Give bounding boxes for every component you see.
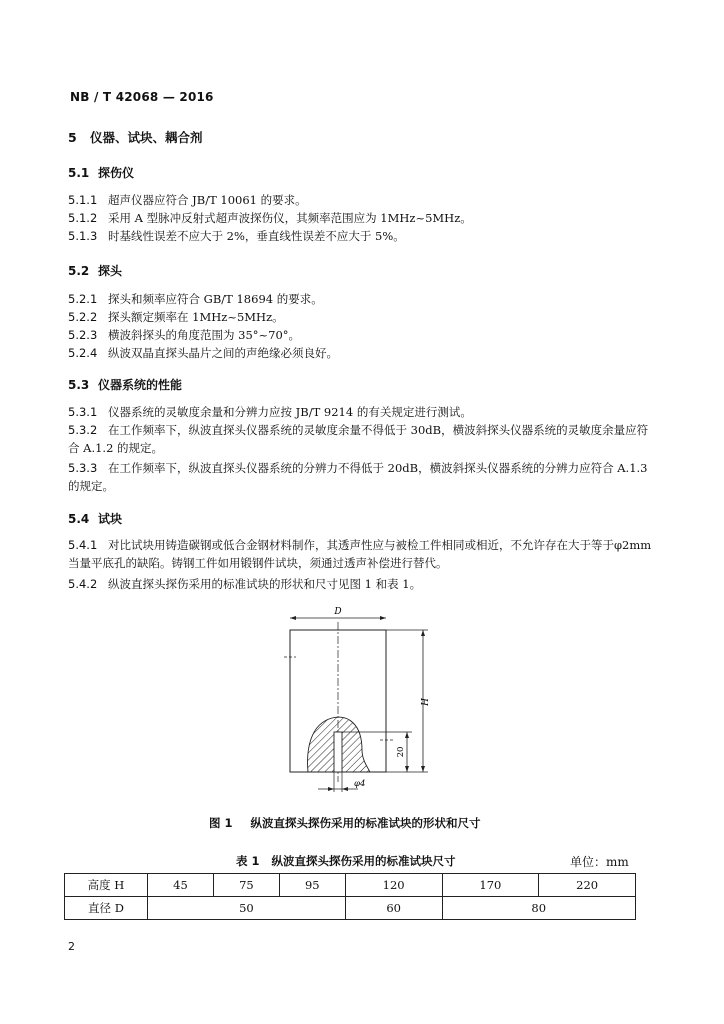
hole-depth-label: 20 — [396, 746, 406, 758]
section-5-3-title: 仪器系统的性能 — [98, 378, 183, 392]
paragraph-text: 探头和频率应符合 GB/T 18694 的要求。 — [108, 292, 323, 306]
paragraph-number: 5.3.2 — [68, 423, 98, 437]
section-5-4-heading — [68, 510, 122, 527]
paragraph-text: 在工作频率下，纵波直探头仪器系统的分辨力不得低于 20dB，横波斜探头仪器系统的分辨力应符合 A.1.3 的规定。 — [68, 461, 648, 493]
table-cell: 50 — [148, 897, 346, 920]
section-5-title: 仪器、试块、耦合剂 — [90, 130, 203, 145]
table-cell: 170 — [442, 874, 539, 897]
figure-caption-number: 图 1 — [209, 816, 233, 830]
flat-bottom-hole — [334, 732, 342, 772]
table-caption-number: 表 1 — [236, 854, 260, 868]
figure-caption — [209, 815, 481, 831]
paragraph-text: 超声仪器应符合 JB/T 10061 的要求。 — [108, 193, 307, 207]
document-code-header: NB / T 42068 — 2016 — [70, 90, 214, 104]
paragraph-5-2-1 — [68, 290, 323, 308]
row-header-height: 高度 H — [65, 874, 148, 897]
dimension-arrow — [405, 732, 409, 738]
table-cell: 220 — [539, 874, 636, 897]
table-cell: 60 — [345, 897, 442, 920]
paragraph-number: 5.1.1 — [68, 193, 98, 207]
paragraph-5-4-2 — [68, 575, 421, 593]
paragraph-5-3-1 — [68, 403, 472, 421]
section-5-2-number: 5.2 — [68, 264, 90, 278]
dimension-arrow — [342, 787, 348, 791]
section-5-3-number: 5.3 — [68, 378, 90, 392]
section-5-3-heading — [68, 376, 182, 393]
table-row-diameter — [65, 897, 636, 920]
section-5-4-title: 试块 — [98, 512, 123, 526]
paragraph-number: 5.2.1 — [68, 292, 98, 306]
dimension-arrow — [421, 766, 425, 772]
paragraph-number: 5.3.1 — [68, 405, 98, 419]
table-cell: 120 — [345, 874, 442, 897]
table-cell: 45 — [148, 874, 214, 897]
paragraph-5-2-2 — [68, 308, 284, 326]
paragraph-5-1-2 — [68, 209, 472, 227]
dimension-arrow — [421, 630, 425, 636]
row-header-diameter: 直径 D — [65, 897, 148, 920]
paragraph-5-3-3 — [68, 459, 654, 495]
paragraph-number: 5.1.3 — [68, 229, 98, 243]
paragraph-5-3-2 — [68, 421, 654, 457]
paragraph-number: 5.1.2 — [68, 211, 98, 225]
paragraph-5-1-1 — [68, 191, 307, 209]
paragraph-text: 采用 A 型脉冲反射式超声波探伤仪，其频率范围应为 1MHz~5MHz。 — [108, 211, 472, 225]
paragraph-5-2-4 — [68, 344, 338, 362]
dimension-arrow — [405, 766, 409, 772]
paragraph-5-2-3 — [68, 326, 300, 344]
table-row-height — [65, 874, 636, 897]
dimension-arrow — [328, 787, 334, 791]
paragraph-text: 探头额定频率在 1MHz~5MHz。 — [108, 310, 284, 324]
paragraph-5-1-3 — [68, 227, 405, 245]
table-cell: 75 — [213, 874, 279, 897]
section-5-2-title: 探头 — [98, 264, 123, 278]
section-5-1-number: 5.1 — [68, 166, 90, 180]
standard-block-dimension-table — [64, 873, 636, 920]
paragraph-number: 5.2.4 — [68, 346, 98, 360]
paragraph-number: 5.3.3 — [68, 461, 98, 475]
paragraph-text: 横波斜探头的角度范围为 35°~70°。 — [108, 328, 301, 342]
diameter-label: D — [334, 607, 342, 617]
section-5-2-heading — [68, 262, 122, 279]
paragraph-5-4-1 — [68, 536, 654, 572]
height-label: H — [421, 698, 431, 706]
paragraph-text: 对比试块用铸造碳钢或低合金钢材料制作，其透声性应与被检工件相同或相近，不允许存在大于等于φ2mm 当量平底孔的缺陷。铸钢工件如用锻钢件试块，须通过透声补偿进行替代。 — [68, 538, 652, 570]
table-caption — [236, 853, 456, 869]
paragraph-text: 纵波直探头探伤采用的标准试块的形状和尺寸见图 1 和表 1。 — [108, 577, 422, 591]
section-5-4-number: 5.4 — [68, 512, 90, 526]
paragraph-text: 时基线性误差不应大于 2%，垂直线性误差不应大于 5%。 — [108, 229, 405, 243]
section-5-heading — [68, 128, 203, 146]
paragraph-number: 5.2.2 — [68, 310, 98, 324]
paragraph-text: 在工作频率下，纵波直探头仪器系统的灵敏度余量不得低于 30dB，横波斜探头仪器系统的灵敏度余量应符合 A.1.2 的规定。 — [68, 423, 649, 455]
paragraph-text: 仪器系统的灵敏度余量和分辨力应按 JB/T 9214 的有关规定进行测试。 — [108, 405, 472, 419]
section-5-number: 5 — [68, 130, 77, 145]
table-cell: 95 — [279, 874, 345, 897]
test-block-drawing — [270, 600, 450, 800]
section-5-1-title: 探伤仪 — [98, 166, 135, 180]
table-unit: 单位：mm — [570, 855, 629, 869]
paragraph-number: 5.2.3 — [68, 328, 98, 342]
table-caption-text: 纵波直探头探伤采用的标准试块尺寸 — [271, 854, 456, 868]
paragraph-text: 纵波双晶直探头晶片之间的声绝缘必须良好。 — [108, 346, 338, 360]
page-number: 2 — [68, 940, 75, 953]
dimension-arrow — [290, 616, 296, 620]
paragraph-number: 5.4.1 — [68, 538, 98, 552]
hole-diameter-label: φ4 — [354, 779, 366, 789]
table-cell: 80 — [442, 897, 636, 920]
section-5-1-heading — [68, 164, 134, 181]
figure-caption-text: 纵波直探头探伤采用的标准试块的形状和尺寸 — [250, 816, 481, 830]
dimension-arrow — [380, 616, 386, 620]
paragraph-number: 5.4.2 — [68, 577, 98, 591]
